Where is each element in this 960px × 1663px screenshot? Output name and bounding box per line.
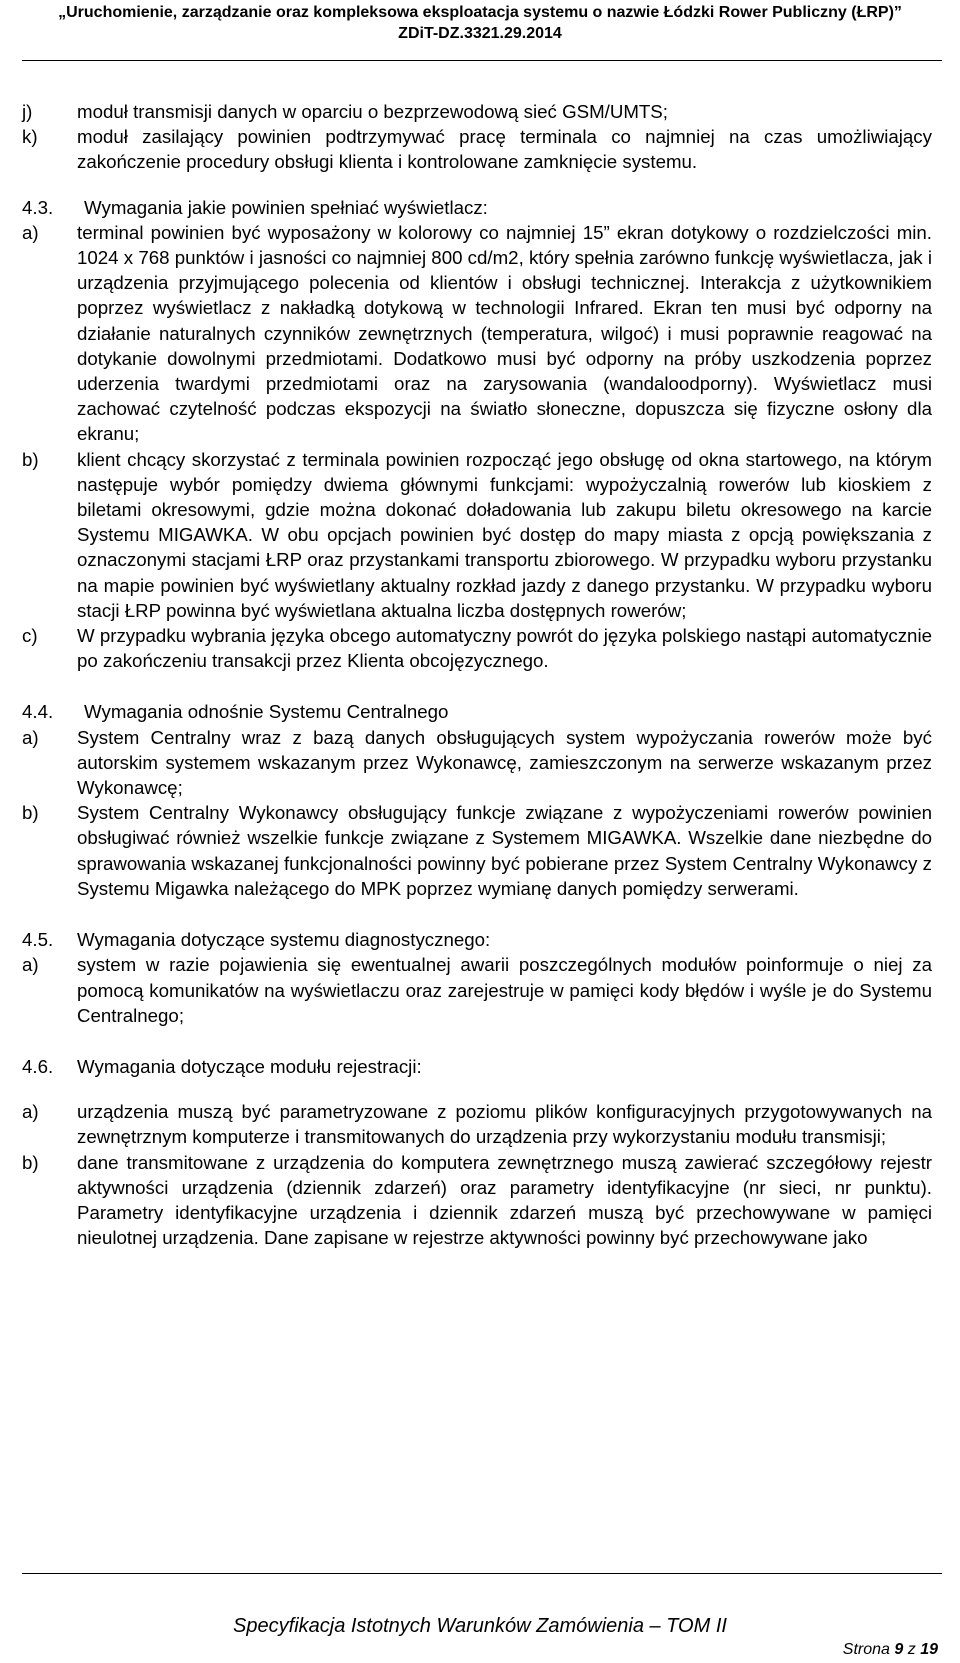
list-item — [22, 1099, 932, 1149]
section-heading — [22, 195, 932, 220]
list-item — [22, 447, 932, 623]
section-title: Wymagania dotyczące systemu diagnostycznego: — [77, 929, 491, 951]
item-text: dane transmitowane z urządzenia do komputera zewnętrznego muszą zawierać szczegółowy rejestr aktywności urządzenia (dziennik zdarzeń) oraz parametry identyfikacyjne (nr sieci, nr punktu). Parametry identyfikacyjne urządzenia i dziennik zdarzeń muszą być przechowywane w pamięci nieulotnej urządzenia. Dane zapisane w rejestrze aktywności powinny być przechowywane jako — [77, 1151, 932, 1249]
document-body — [22, 99, 932, 1250]
list-item — [22, 99, 932, 124]
list-item — [22, 1150, 932, 1251]
section-heading — [22, 927, 932, 952]
item-label: b) — [22, 802, 39, 824]
list-item — [22, 220, 932, 447]
header-divider — [22, 60, 942, 61]
list-item — [22, 623, 932, 673]
item-text: klient chcący skorzystać z terminala powinien rozpocząć jego obsługę od okna startowego, na którym następuje wybór pomiędzy dwiema głównymi funkcjami: wypożyczalnią rowerów lub kioskiem z biletami okresowymi, gdzie można dokonać doładowania lub zakupu biletu okresowego na karcie Systemu MIGAWKA. W obu opcjach powinien być dostęp do mapy miasta z opcją powiększania z oznaczonymi stacjami ŁRP oraz przystankami transportu zbiorowego. W przypadku wyboru przystanku na mapie powinien być wyświetlany aktualny rozkład jazdy z danego przystanku. W przypadku wyboru stacji ŁRP powinna być wyświetlana aktualna liczba dostępnych rowerów; — [77, 448, 932, 621]
item-label: k) — [22, 126, 38, 148]
page-number — [843, 1640, 938, 1660]
section-number: 4.4. — [22, 701, 54, 723]
section-title: Wymagania dotyczące modułu rejestracji: — [77, 1055, 422, 1077]
section-number: 4.6. — [22, 1055, 54, 1077]
list-item — [22, 952, 932, 1028]
page-current: 9 — [894, 1641, 904, 1658]
item-label: b) — [22, 1151, 39, 1173]
page-prefix: Strona — [842, 1641, 890, 1658]
item-text: system w razie pojawienia się ewentualnej awarii poszczególnych modułów poinformuje o niej za pomocą komunikatów na wyświetlaczu oraz zarejestruje w pamięci kody błędów i wyśle je do Systemu Centralnego; — [77, 954, 932, 1026]
item-label: a) — [22, 954, 39, 976]
item-text: moduł transmisji danych w oparciu o bezprzewodową sieć GSM/UMTS; — [77, 101, 668, 122]
header-title: „Uruchomienie, zarządzanie oraz kompleksowa eksploatacja systemu o nazwie Łódzki Rower Publiczny (ŁRP)” — [58, 4, 902, 21]
page-header — [0, 2, 960, 44]
page-total: 19 — [920, 1641, 938, 1658]
section-number: 4.5. — [22, 929, 54, 951]
item-label: c) — [22, 625, 38, 647]
list-item — [22, 725, 932, 801]
header-reference: ZDiT-DZ.3321.29.2014 — [398, 25, 562, 42]
footer-title: Specyfikacja Istotnych Warunków Zamówienia – TOM II — [233, 1615, 727, 1637]
item-text: moduł zasilający powinien podtrzymywać pracę terminala co najmniej na czas umożliwiający zakończenie procedury obsługi klienta i kontrolowane zamknięcie systemu. — [77, 126, 932, 173]
item-label: j) — [22, 101, 33, 122]
item-text: urządzenia muszą być parametryzowane z poziomu plików konfiguracyjnych przygotowywanych na zewnętrznym komputerze i transmitowanych do urządzenia przy wykorzystaniu modułu transmisji; — [77, 1101, 932, 1148]
section-heading — [22, 699, 932, 724]
item-label: b) — [22, 448, 39, 470]
item-label: a) — [22, 1101, 39, 1123]
footer-divider — [22, 1573, 942, 1574]
item-text: System Centralny Wykonawcy obsługujący funkcje związane z wypożyczeniami rowerów powinien obsługiwać również wszelkie funkcje związane z Systemem MIGAWKA. Wszelkie dane niezbędne do sprawowania wskazanej funkcjonalności powinny być pobierane przez System Centralny Wykonawcy z Systemu Migawka należącego do MPK poprzez wymianę danych pomiędzy serwerami. — [77, 802, 932, 899]
section-heading — [22, 1054, 932, 1079]
item-text: W przypadku wybrania języka obcego automatyczny powrót do języka polskiego nastąpi automatycznie po zakończeniu transakcji przez Klienta obcojęzycznego. — [77, 625, 932, 672]
section-number: 4.3. — [22, 196, 54, 218]
list-item — [22, 800, 932, 901]
item-label: a) — [22, 726, 39, 748]
section-title: Wymagania jakie powinien spełniać wyświetlacz: — [84, 196, 488, 218]
section-title: Wymagania odnośnie Systemu Centralnego — [84, 701, 449, 723]
page-separator: z — [907, 1641, 916, 1658]
item-text: terminal powinien być wyposażony w kolorowy co najmniej 15” ekran dotykowy o rozdzielczości min. 1024 x 768 punktów i jasności co najmniej 800 cd/m2, który spełnia zarówno funkcję wyświetlacza, jak i urządzenia przyjmującego polecenia od klientów i obsługi technicznej. Interakcja z użytkownikiem poprzez wyświetlacz z nakładką dotykową w technologii Infrared. Ekran ten musi być odporny na działanie naturalnych czynników zewnętrznych (temperatura, wilgoć) i musi poprawnie reagować na dotykanie dowolnymi przedmiotami. Dodatkowo musi być odporny na próby uszkodzenia poprzez uderzenia twardymi przedmiotami oraz na zarysowania (wandaloodporny). Wyświetlacz musi zachować czytelność podczas ekspozycji na światło słoneczne, dopuszcza się fizyczne osłony dla ekranu; — [77, 221, 932, 445]
item-text: System Centralny wraz z bazą danych obsługujących system wypożyczania rowerów może być autorskim systemem wskazanym przez Wykonawcę, zamieszczonym na serwerze wskazanym przez Wykonawcę; — [77, 726, 932, 799]
list-item — [22, 124, 932, 174]
item-label: a) — [22, 221, 39, 243]
